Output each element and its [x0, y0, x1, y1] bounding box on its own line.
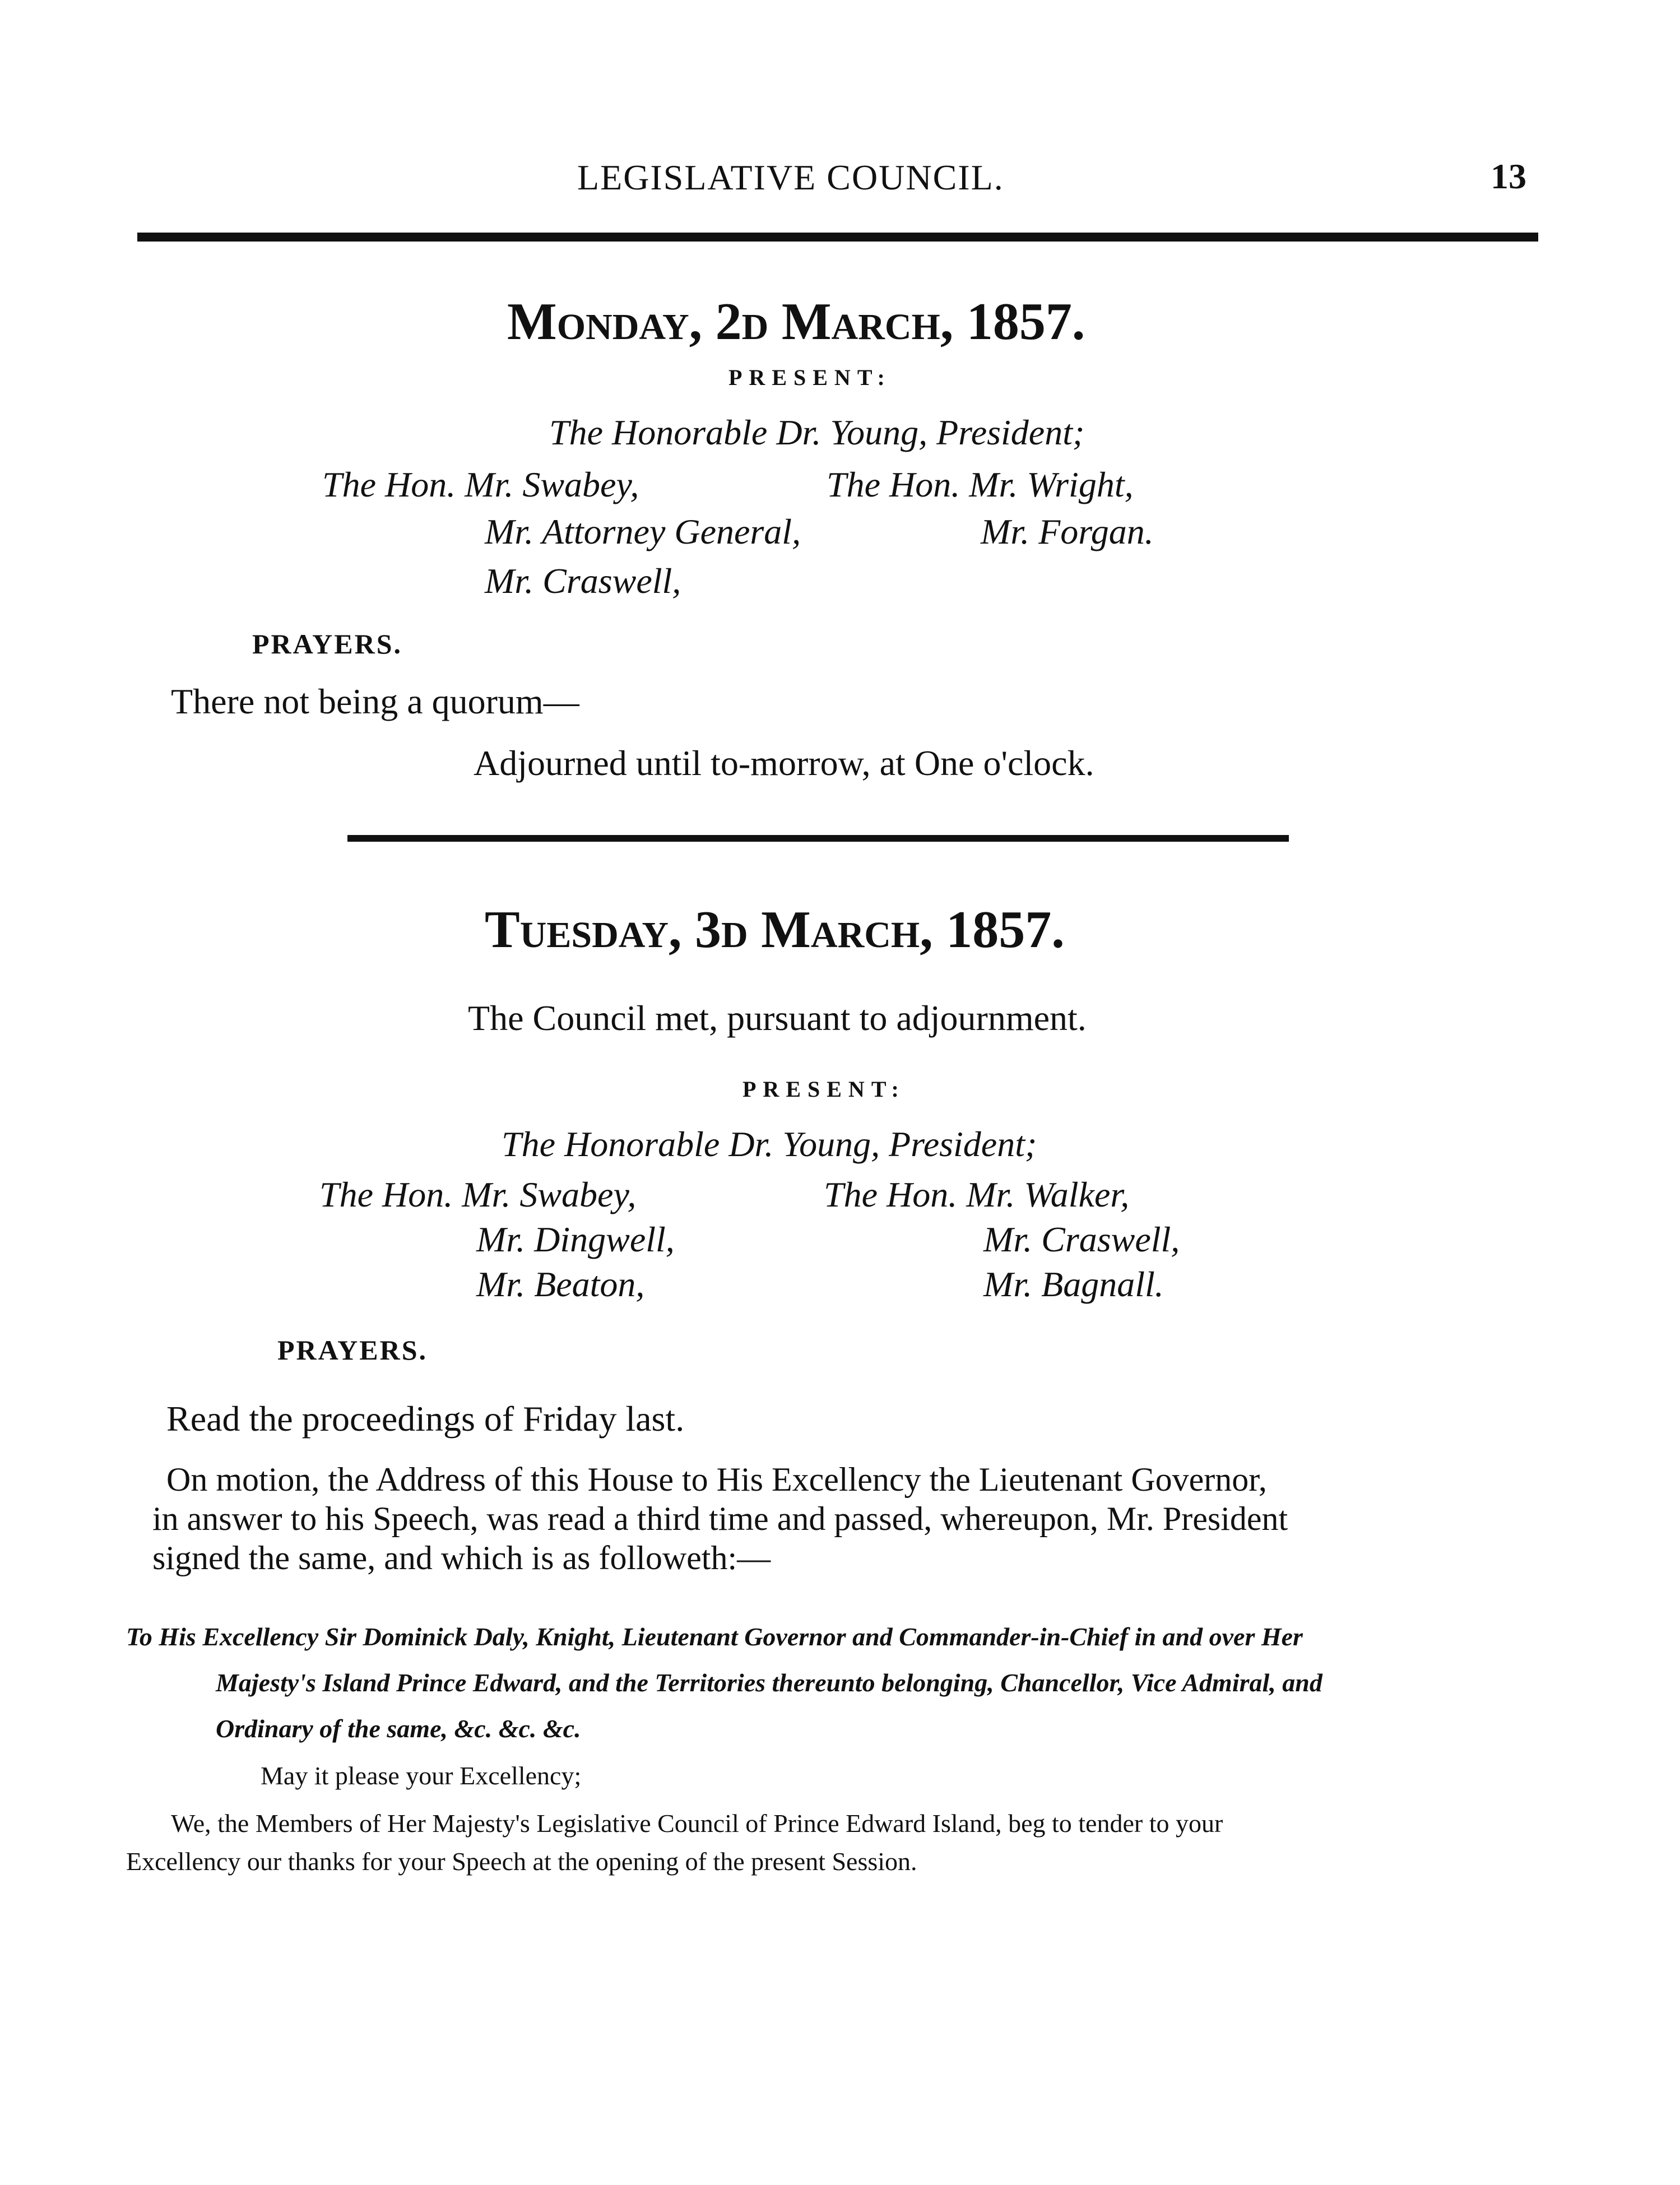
tuesday-right-member-3: Mr. Bagnall.: [983, 1264, 1164, 1304]
tuesday-left-member-3: Mr. Beaton,: [476, 1264, 645, 1304]
monday-adjourned-text: Adjourned until to-morrow, at One o'clock.: [474, 743, 1094, 783]
tuesday-right-member-1: The Hon. Mr. Walker,: [824, 1175, 1130, 1214]
address-line-3: Ordinary of the same, &c. &c. &c.: [216, 1714, 581, 1743]
motion-line-2: in answer to his Speech, was read a third time and passed, whereupon, Mr. President: [152, 1500, 1288, 1537]
tuesday-prayers: PRAYERS.: [277, 1334, 428, 1366]
monday-left-member-2: Mr. Attorney General,: [485, 512, 801, 551]
tuesday-president-line: The Honorable Dr. Young, President;: [502, 1124, 1037, 1164]
salutation: May it please your Excellency;: [261, 1761, 582, 1790]
monday-prayers: PRAYERS.: [252, 628, 403, 660]
tuesday-left-member-1: The Hon. Mr. Swabey,: [319, 1175, 637, 1214]
section-divider: [347, 835, 1289, 842]
monday-present-label: PRESENT:: [728, 365, 892, 390]
monday-right-member-1: The Hon. Mr. Wright,: [827, 465, 1134, 504]
address-line-1: To His Excellency Sir Dominick Daly, Knight, Lieutenant Governor and Commander-in-Chief in and over Her: [126, 1622, 1303, 1651]
tuesday-present-label: PRESENT:: [742, 1077, 906, 1102]
motion-line-1: On motion, the Address of this House to His Excellency the Lieutenant Governor,: [166, 1461, 1267, 1498]
tuesday-title: Tuesday, 3d March, 1857.: [485, 901, 1065, 959]
running-title: LEGISLATIVE COUNCIL.: [577, 157, 1004, 197]
tuesday-met-text: The Council met, pursuant to adjournment.: [468, 998, 1087, 1038]
monday-right-member-2: Mr. Forgan.: [981, 512, 1154, 551]
body-line-1: We, the Members of Her Majesty's Legislative Council of Prince Edward Island, beg to tender to your: [171, 1809, 1223, 1838]
tuesday-right-member-2: Mr. Craswell,: [983, 1219, 1180, 1259]
address-line-2: Majesty's Island Prince Edward, and the Territories thereunto belonging, Chancellor, Vice Admiral, and: [216, 1668, 1322, 1697]
monday-quorum-text: There not being a quorum—: [171, 681, 579, 721]
monday-president-line: The Honorable Dr. Young, President;: [549, 412, 1085, 452]
tuesday-read-text: Read the proceedings of Friday last.: [166, 1399, 685, 1439]
body-line-2: Excellency our thanks for your Speech at the opening of the present Session.: [126, 1847, 917, 1876]
address-heading: [126, 1614, 1544, 1752]
monday-left-member-3: Mr. Craswell,: [485, 561, 681, 601]
header-rule: [137, 233, 1538, 242]
page-number: 13: [1491, 156, 1526, 196]
motion-paragraph: [152, 1460, 1539, 1578]
tuesday-left-member-2: Mr. Dingwell,: [476, 1219, 675, 1259]
motion-line-3: signed the same, and which is as followeth:—: [152, 1539, 771, 1576]
monday-left-member-1: The Hon. Mr. Swabey,: [322, 465, 639, 504]
address-body: [126, 1804, 1544, 1881]
monday-title: Monday, 2d March, 1857.: [507, 293, 1085, 351]
